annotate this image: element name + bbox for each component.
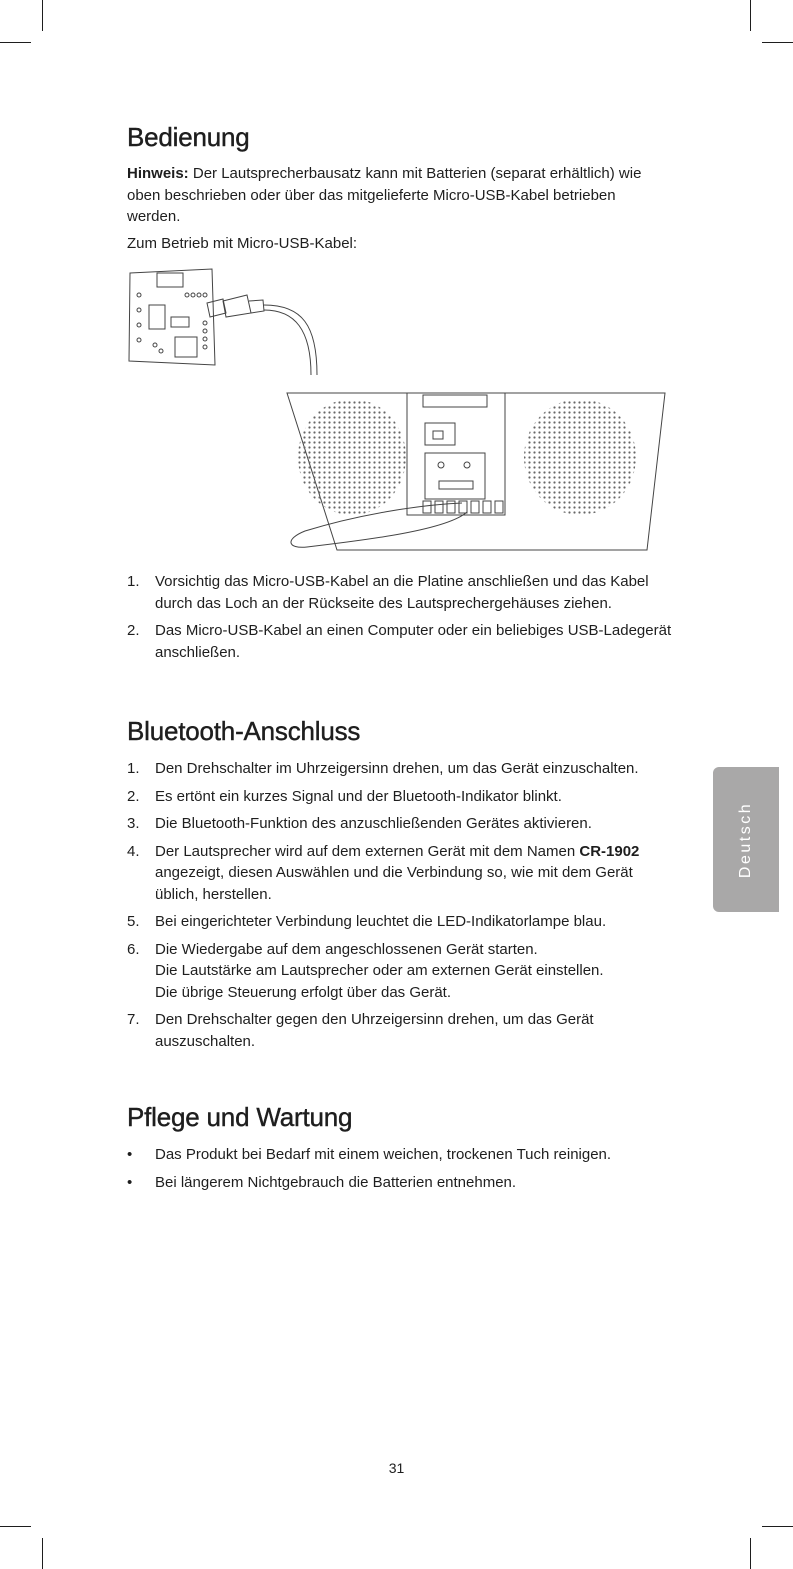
section-heading-bluetooth: Bluetooth-Anschluss [127, 716, 361, 746]
model-name: CR-1902 [579, 842, 640, 860]
care-list [127, 1144, 672, 1199]
bullet-icon: • [127, 1146, 133, 1163]
usb-connection-illustration [127, 265, 672, 555]
crop-mark-top-right-horizontal [762, 42, 793, 43]
list-item: 3. Die Bluetooth-Funktion des anzuschließenden Gerätes aktivieren. [127, 815, 592, 832]
list-item: 1. Den Drehschalter im Uhrzeigersinn drehen, um das Gerät einzuschalten. [127, 760, 639, 777]
crop-mark-bottom-left-vertical [42, 1538, 43, 1569]
language-tab-label: Deutsch [737, 801, 754, 878]
list-item: 7. Den Drehschalter gegen den Uhrzeigersinn drehen, um das Gerät auszuschalten. [127, 1011, 594, 1050]
list-item: 2. Es ertönt ein kurzes Signal und der Bluetooth-Indikator blinkt. [127, 787, 562, 805]
language-tab [713, 767, 779, 912]
crop-mark-top-left-horizontal [0, 42, 31, 43]
section-heading-care: Pflege und Wartung [127, 1102, 353, 1132]
list-item: 4. Der Lautsprecher wird auf dem externen Gerät mit dem Namen CR-1902 angezeigt, diesen Auswählen und die Verbindung so, wie mit dem Gerät üblich, herstellen. [127, 842, 640, 903]
bluetooth-steps [127, 758, 672, 1058]
note-label: Hinweis: [127, 165, 189, 182]
bullet-icon: • [127, 1173, 133, 1191]
note-text: Der Lautsprecherbausatz kann mit Batterien (separat erhältlich) wie oben beschrieben oder über das mitgelieferte Micro-USB-Kabel betrieben werden. [127, 165, 642, 225]
circuit-board-icon [129, 269, 215, 365]
list-item: 2. Das Micro-USB-Kabel an einen Computer oder ein beliebiges USB-Ladegerät anschließen. [127, 622, 672, 661]
crop-mark-bottom-right-vertical [750, 1538, 751, 1569]
list-item: 5. Bei eingerichteter Verbindung leuchtet die LED-Indikatorlampe blau. [127, 913, 607, 930]
list-item: 6. Die Wiedergabe auf dem angeschlossenen Gerät starten. Die Lautstärke am Lautsprecher oder am externen Gerät einstellen. Die übrige Steuerung erfolgt über das Gerät. [127, 940, 604, 1001]
usb-intro: Zum Betrieb mit Micro-USB-Kabel: [127, 235, 358, 252]
crop-mark-top-right-vertical [750, 0, 751, 31]
list-item: 1. Vorsichtig das Micro-USB-Kabel an die Platine anschließen und das Kabel durch das Loch an der Rückseite des Lautsprechergehäuses ziehen. [127, 573, 649, 612]
page-number: 31 [388, 1460, 405, 1476]
crop-mark-bottom-right-horizontal [762, 1526, 793, 1527]
list-item: • Bei längerem Nichtgebrauch die Batterien entnehmen. [127, 1172, 672, 1194]
crop-mark-bottom-left-horizontal [0, 1526, 31, 1527]
section-heading-operation: Bedienung [127, 122, 250, 152]
note-paragraph [127, 163, 657, 228]
operation-steps [127, 571, 672, 669]
crop-mark-top-left-vertical [42, 0, 43, 31]
list-item: • Das Produkt bei Bedarf mit einem weichen, trockenen Tuch reinigen. [127, 1144, 672, 1166]
speaker-housing-icon [287, 393, 665, 550]
